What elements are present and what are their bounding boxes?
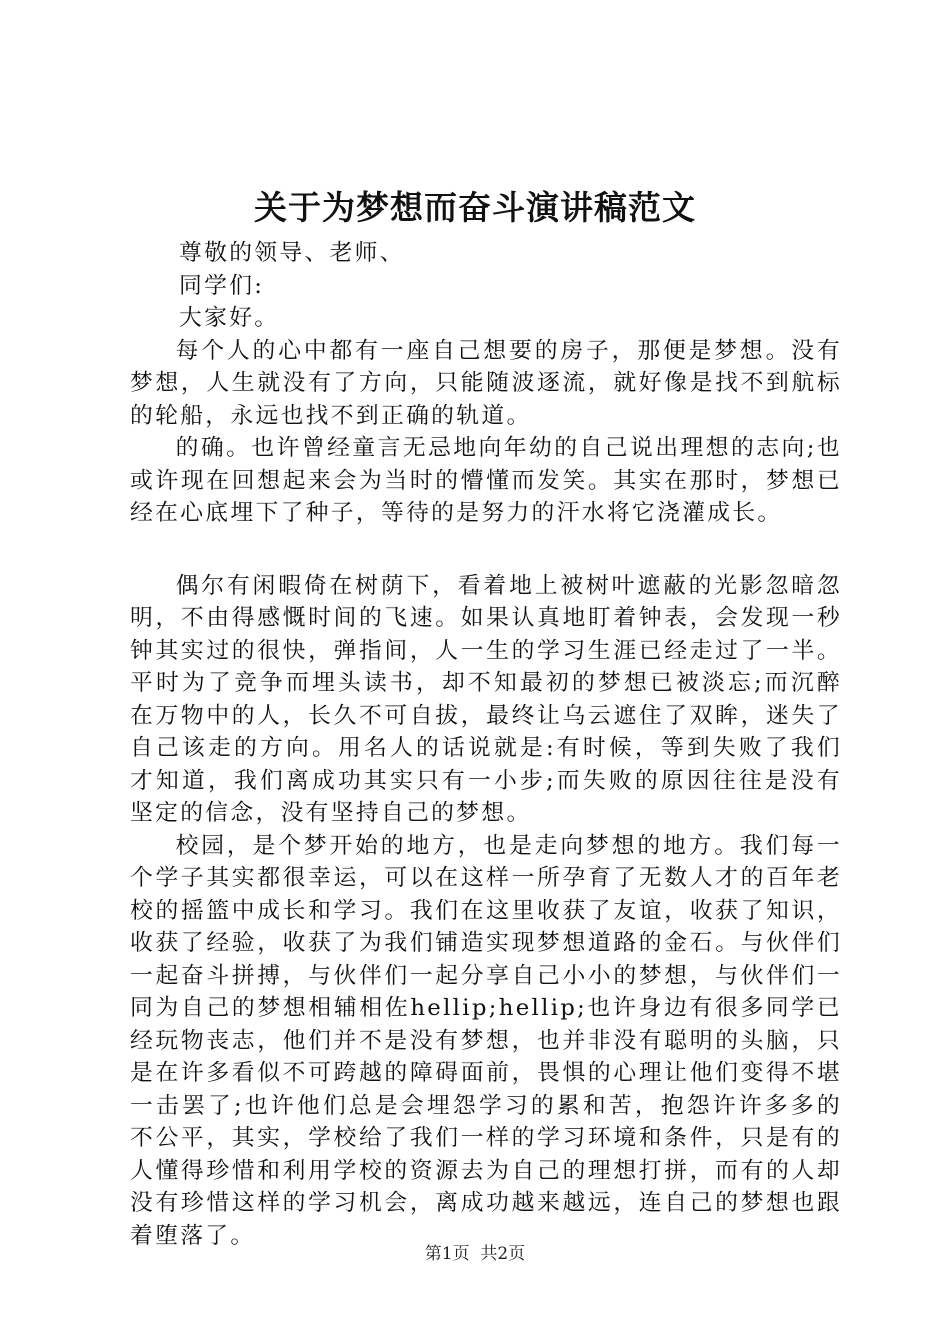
salutation-line: 大家好。 <box>179 305 280 331</box>
paragraph: 校园，是个梦开始的地方，也是走向梦想的地方。我们每一个学子其实都很幸运，可以在这样一所孕育了无数人才的百年老校的摇篮中成长和学习。我们在这里收获了友谊，收获了知识，收获了经验，收获了为我们铺造实现梦想道路的金石。与伙伴们一起奋斗拼搏，与伙伴们一起分享自己小小的梦想，与伙伴们一同为自己的梦想相辅相佐hellip;hellip;也许身边有很多同学已经玩物丧志，他们并不是没有梦想，也并非没有聪明的头脑，只是在许多看似不可跨越的障碍面前，畏惧的心理让他们变得不堪一击罢了;也许他们总是会埋怨学习的累和苦，抱怨许许多多的不公平，其实，学校给了我们一样的学习环境和条件，只是有的人懂得珍惜和利用学校的资源去为自己的理想打拼，而有的人却没有珍惜这样的学习机会，离成功越来越远，连自己的梦想也跟着堕落了。 <box>130 832 842 1249</box>
blank-line <box>130 530 842 570</box>
page-number: 第1页 <box>424 1244 470 1264</box>
document-title: 关于为梦想而奋斗演讲稿范文 <box>254 188 696 227</box>
page-total: 共2页 <box>480 1244 526 1264</box>
salutation-line: 同学们: <box>179 272 265 299</box>
salutation-line: 尊敬的领导、老师、 <box>179 240 405 266</box>
paragraph: 每个人的心中都有一座自己想要的房子，那便是梦想。没有梦想，人生就没有了方向，只能随波逐流，就好像是找不到航标的轮船，永远也找不到正确的轨道。 <box>130 337 842 429</box>
paragraph: 的确。也许曾经童言无忌地向年幼的自己说出理想的志向;也或许现在回想起来会为当时的懵懂而发笑。其实在那时，梦想已经在心底埋下了种子，等待的是努力的汗水将它浇灌成长。 <box>130 435 842 526</box>
paragraph: 偶尔有闲暇倚在树荫下，看着地上被树叶遮蔽的光影忽暗忽明，不由得感慨时间的飞速。如果认真地盯着钟表，会发现一秒钟其实过的很快，弹指间，人一生的学习生涯已经走过了一半。平时为了竞争而埋头读书，却不知最初的梦想已被淡忘;而沉醉在万物中的人，长久不可自拔，最终让乌云遮住了双眸，迷失了自己该走的方向。用名人的话说就是:有时候，等到失败了我们才知道，我们离成功其实只有一小步;而失败的原因往往是没有坚定的信念，没有坚持自己的梦想。 <box>130 572 842 826</box>
document-body <box>130 237 842 1252</box>
page-footer <box>0 1242 950 1266</box>
